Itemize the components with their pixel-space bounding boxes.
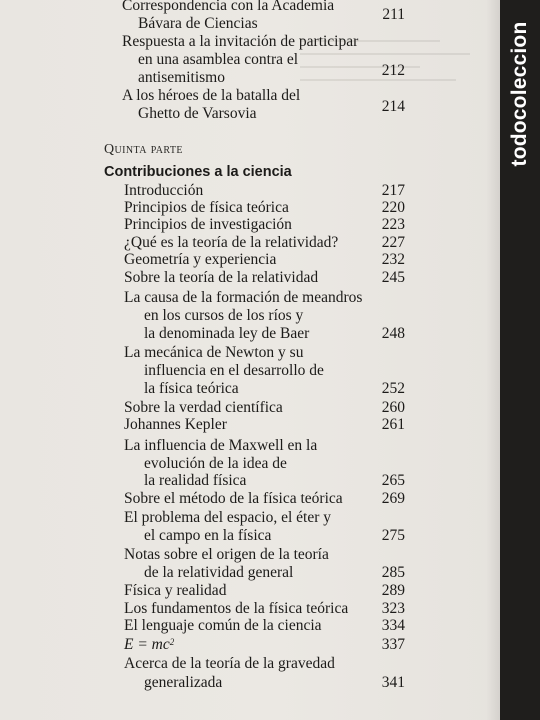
toc-page-number: 223 [381,216,405,233]
toc-entry-line: de la relatividad general [144,564,294,581]
toc-entry-line: $E = mc^2$ [124,636,175,653]
toc-page-number: 211 [382,6,405,23]
toc-entry-line: Respuesta a la invitación de participar [122,33,359,50]
toc-page-number: 261 [381,416,405,433]
toc-entry-line: en los cursos de los ríos y [144,307,304,324]
toc-entry-line: Ghetto de Varsovia [138,105,257,122]
watermark-strip [500,0,540,720]
toc-entry-line: Geometría y experiencia [124,251,277,268]
toc-entry-line: El problema del espacio, el éter y [124,509,332,526]
toc-entry-line: Los fundamentos de la física teórica [124,600,349,617]
section-title: Contribuciones a la ciencia [104,164,292,180]
bleed-through-text [300,40,500,140]
toc-entry-line: Johannes Kepler [124,416,227,433]
toc-page-number: 245 [381,269,405,286]
toc-entry-line: el campo en la física [144,527,272,544]
toc-page-number: 252 [381,380,405,397]
toc-entry-line: la denominada ley de Baer [144,325,310,342]
toc-page-number: 217 [381,182,405,199]
toc-entry-line: Notas sobre el origen de la teoría [124,546,329,563]
toc-page-number: 269 [381,490,405,507]
toc-page-number: 248 [381,325,405,342]
toc-entry-line: El lenguaje común de la ciencia [124,617,322,634]
toc-page-number: 220 [381,199,405,216]
toc-page-number: 341 [381,674,405,691]
toc-entry-line: Física y realidad [124,582,227,599]
toc-page-number: 232 [381,251,405,268]
toc-entry-line: La causa de la formación de meandros [124,289,363,306]
toc-entry-line: antisemitismo [138,69,225,86]
part-label: Quinta parte [104,142,183,157]
toc-entry-line: la física teórica [144,380,239,397]
toc-page-number: 227 [381,234,405,251]
toc-entry-line: Principios de investigación [124,216,292,233]
toc-entry-line: Sobre la verdad científica [124,399,283,416]
toc-page-number: 323 [381,600,405,617]
toc-page-number: 265 [381,472,405,489]
toc-page-number: 337 [381,636,405,653]
toc-entry-line: generalizada [144,674,223,691]
toc-entry-line: Introducción [124,182,204,199]
toc-entry-line: Acerca de la teoría de la gravedad [124,655,335,672]
toc-entry-line: Principios de física teórica [124,199,289,216]
toc-entry-line: evolución de la idea de [144,455,287,472]
toc-entry-line: Sobre la teoría de la relatividad [124,269,319,286]
toc-entry-line: ¿Qué es la teoría de la relatividad? [124,234,339,251]
toc-page-number: 212 [381,62,405,79]
superscript: 2 [169,637,175,647]
toc-entry-line: en una asamblea contra el [138,51,299,68]
toc-entry-line: influencia en el desarrollo de [144,362,324,379]
watermark-text: todocoleccion [508,21,531,167]
toc-entry-line: La influencia de Maxwell en la [124,437,318,454]
page-edge-shadow [486,0,500,720]
toc-page-number: 334 [381,617,405,634]
toc-page-number: 260 [381,399,405,416]
toc-entry-line: la realidad física [144,472,247,489]
toc-entry-line: A los héroes de la batalla del [122,87,301,104]
toc-entry-line: Correspondencia con la Academia [122,0,335,14]
toc-entry-line: La mecánica de Newton y su [124,344,304,361]
toc-entry-line: Sobre el método de la física teórica [124,490,343,507]
toc-page-number: 285 [381,564,405,581]
toc-page-number: 214 [381,98,405,115]
toc-entry-line: Bávara de Ciencias [138,15,258,32]
toc-page-number: 289 [381,582,405,599]
toc-page-number: 275 [381,527,405,544]
